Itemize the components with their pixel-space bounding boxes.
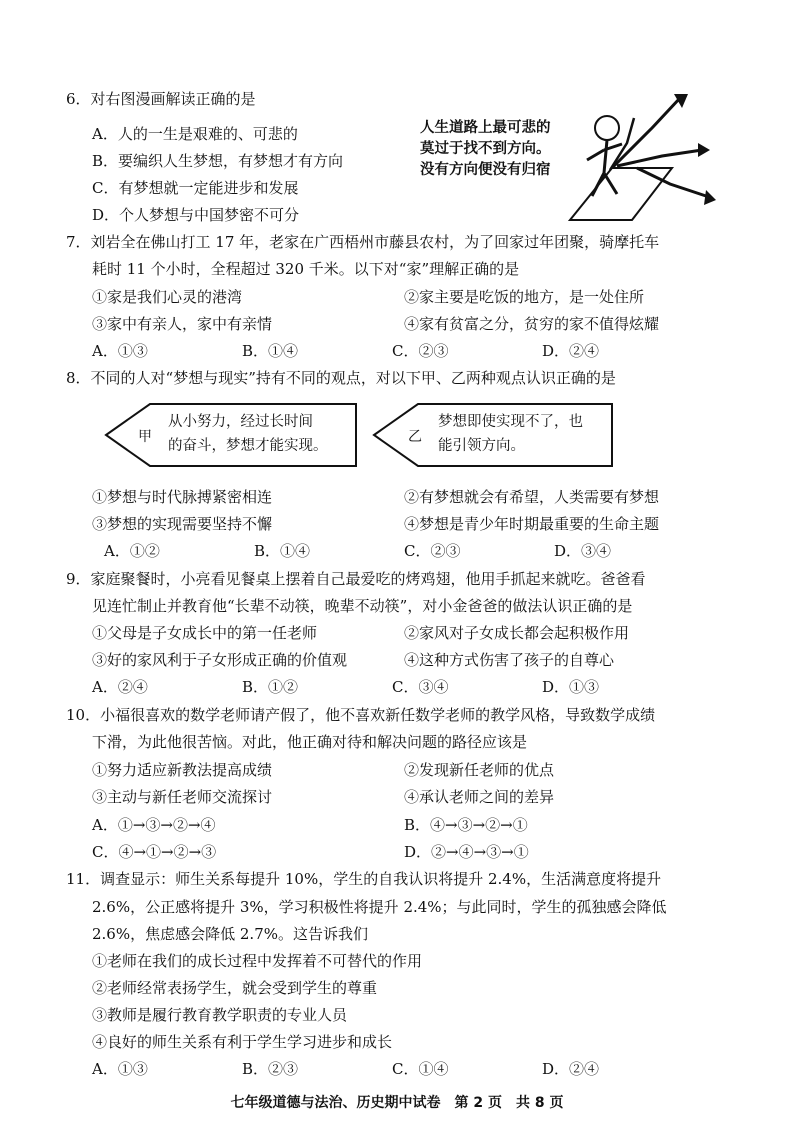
q7-statement-3: ③家中有亲人，家中有亲情 xyxy=(92,315,273,333)
banner-b-line-2: 能引领方向。 xyxy=(438,438,525,454)
q8-choice-a: A．①② xyxy=(104,542,160,560)
q6-stem: 6．对右图漫画解读正确的是 xyxy=(66,90,256,108)
q10-statement-2: ②发现新任老师的优点 xyxy=(404,761,555,779)
q9-statement-4: ④这种方式伤害了孩子的自尊心 xyxy=(404,651,615,669)
q6-option-c: C．有梦想就一定能进步和发展 xyxy=(92,179,299,197)
q11-choice-c: C．①④ xyxy=(392,1060,449,1078)
q7-choice-d: D．②④ xyxy=(542,342,600,360)
q10-choice-d: D．②→④→③→① xyxy=(404,843,529,861)
q8-choice-c: C．②③ xyxy=(404,542,461,560)
q11-stem-line-1: 11．调查显示：师生关系每提升 10%，学生的自我认识将提升 2.4%，生活满意度将提升 xyxy=(66,870,662,888)
page-footer: 七年级道德与法治、历史期中试卷 第 2 页 共 8 页 xyxy=(230,1095,564,1111)
cartoon-caption-line-1: 人生道路上最可悲的 xyxy=(420,120,551,136)
q7-choice-b: B．①④ xyxy=(242,342,299,360)
q10-stem-line-1: 10．小福很喜欢的数学老师请产假了，他不喜欢新任数学老师的教学风格，导致数学成绩 xyxy=(66,706,656,724)
q11-statement-2: ②老师经常表扬学生，就会受到学生的尊重 xyxy=(92,979,378,997)
q8-statement-1: ①梦想与时代脉搏紧密相连 xyxy=(92,488,273,506)
q10-choice-b: B．④→③→②→① xyxy=(404,816,528,834)
q11-stem-line-3: 2.6%，焦虑感会降低 2.7%。这告诉我们 xyxy=(92,925,368,943)
q6-option-b: B．要编织人生梦想，有梦想才有方向 xyxy=(92,152,344,170)
q9-statement-1: ①父母是子女成长中的第一任老师 xyxy=(92,624,318,642)
q8-statement-4: ④梦想是青少年时期最重要的生命主题 xyxy=(404,515,660,533)
q8-choices xyxy=(104,541,704,561)
q10-statement-4: ④承认老师之间的差异 xyxy=(404,788,555,806)
q9-choice-b: B．①② xyxy=(242,678,299,696)
q6-cartoon xyxy=(412,88,722,238)
q7-stem-line-2: 耗时 11 个小时，全程超过 320 千米。以下对“家”理解正确的是 xyxy=(92,260,520,278)
q8-banner-b xyxy=(372,400,616,470)
q7-choice-a: A．①③ xyxy=(92,342,148,360)
q8-banner-a xyxy=(104,400,360,470)
banner-a-line-1: 从小努力，经过长时间 xyxy=(168,414,313,430)
q11-choices xyxy=(92,1059,692,1079)
banner-a-line-2: 的奋斗，梦想才能实现。 xyxy=(168,438,328,454)
q11-choice-b: B．②③ xyxy=(242,1060,299,1078)
q6-option-a: A．人的一生是艰难的、可悲的 xyxy=(92,125,298,143)
cartoon-caption-line-2: 莫过于找不到方向。 xyxy=(420,141,551,157)
q7-statement-4: ④家有贫富之分，贫穷的家不值得炫耀 xyxy=(404,315,660,333)
q9-choice-c: C．③④ xyxy=(392,678,449,696)
q9-stem-line-1: 9．家庭聚餐时，小亮看见餐桌上摆着自己最爱吃的烤鸡翅，他用手抓起来就吃。爸爸看 xyxy=(66,570,646,588)
q11-statement-4: ④良好的师生关系有利于学生学习进步和成长 xyxy=(92,1033,393,1051)
q8-choice-d: D．③④ xyxy=(554,542,612,560)
q9-statement-3: ③好的家风利于子女形成正确的价值观 xyxy=(92,651,348,669)
q10-statement-1: ①努力适应新教法提高成绩 xyxy=(92,761,273,779)
q9-choice-a: A．②④ xyxy=(92,678,148,696)
banner-b-line-1: 梦想即使实现不了，也 xyxy=(438,414,583,430)
q10-choice-c: C．④→①→②→③ xyxy=(92,843,217,861)
q11-choice-d: D．②④ xyxy=(542,1060,600,1078)
q9-stem-line-2: 见连忙制止并教育他“长辈不动筷，晚辈不动筷”，对小金爸爸的做法认识正确的是 xyxy=(92,597,633,615)
q8-statement-2: ②有梦想就会有希望，人类需要有梦想 xyxy=(404,488,660,506)
q10-choice-a: A．①→③→②→④ xyxy=(92,816,216,834)
q7-statement-1: ①家是我们心灵的港湾 xyxy=(92,288,243,306)
q11-statement-1: ①老师在我们的成长过程中发挥着不可替代的作用 xyxy=(92,952,423,970)
q11-choice-a: A．①③ xyxy=(92,1060,148,1078)
q9-statement-2: ②家风对子女成长都会起积极作用 xyxy=(404,624,630,642)
banner-a-tag: 甲 xyxy=(138,429,152,445)
q8-stem: 8．不同的人对“梦想与现实”持有不同的观点，对以下甲、乙两种观点认识正确的是 xyxy=(66,369,616,387)
q9-choices xyxy=(92,677,692,697)
banner-b-tag: 乙 xyxy=(408,429,422,445)
q8-choice-b: B．①④ xyxy=(254,542,311,560)
q7-choices xyxy=(92,341,692,361)
cartoon-caption-line-3: 没有方向便没有归宿 xyxy=(420,162,551,178)
q10-stem-line-2: 下滑，为此他很苦恼。对此，他正确对待和解决问题的路径应该是 xyxy=(92,733,528,751)
q10-statement-3: ③主动与新任老师交流探讨 xyxy=(92,788,273,806)
q11-statement-3: ③教师是履行教育教学职责的专业人员 xyxy=(92,1006,348,1024)
q11-stem-line-2: 2.6%，公正感将提升 3%，学习积极性将提升 2.4%；与此同时，学生的孤独感会降低 xyxy=(92,898,667,916)
q7-stem-line-1: 7．刘岩全在佛山打工 17 年，老家在广西梧州市藤县农村，为了回家过年团聚，骑摩托车 xyxy=(66,233,660,251)
q7-choice-c: C．②③ xyxy=(392,342,449,360)
q7-statement-2: ②家主要是吃饭的地方，是一处住所 xyxy=(404,288,645,306)
q9-choice-d: D．①③ xyxy=(542,678,600,696)
q8-statement-3: ③梦想的实现需要坚持不懈 xyxy=(92,515,273,533)
q6-option-d: D．个人梦想与中国梦密不可分 xyxy=(92,206,300,224)
